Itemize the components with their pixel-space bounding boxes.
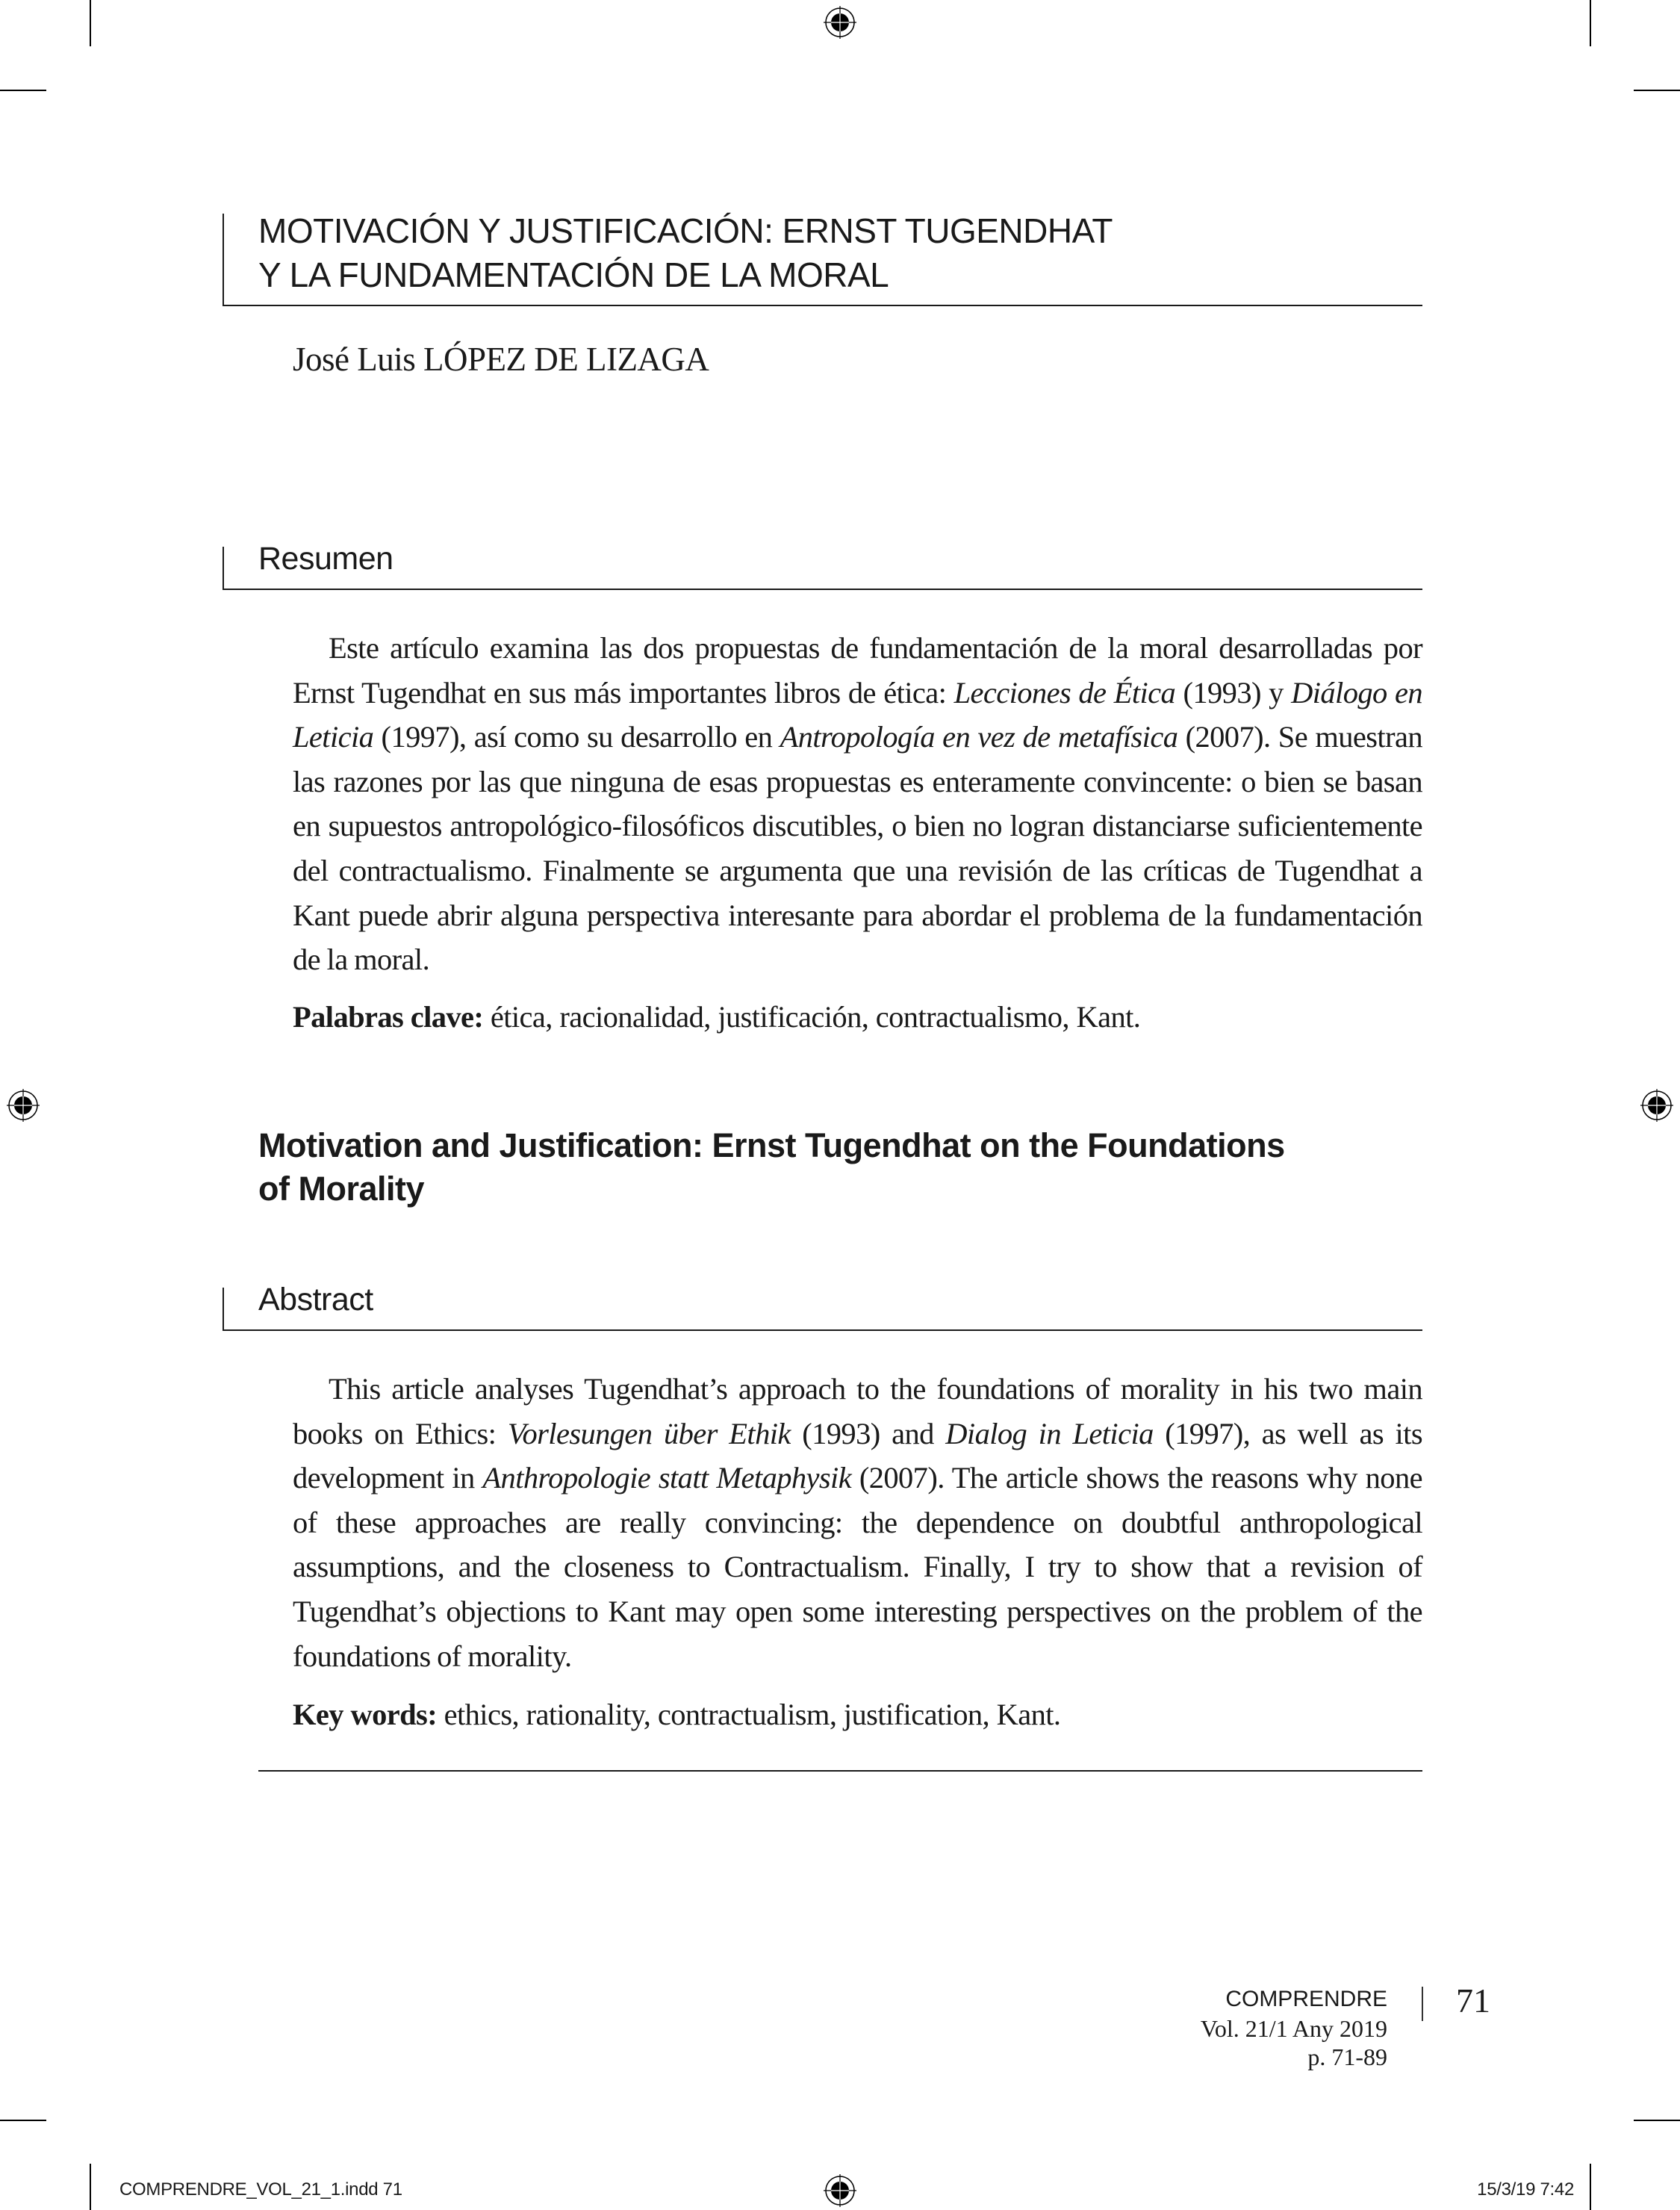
resumen-keywords bbox=[293, 999, 1140, 1034]
book-title-italic: Antropología en vez de metafísica bbox=[780, 720, 1178, 754]
article-title bbox=[258, 209, 1113, 297]
title-rule bbox=[223, 305, 1422, 306]
text-run: (2007). Se muestran las razones por las que ninguna de esas propuestas es enteramente convincente: o bien se basan en supuestos antropológico-filosóficos discutibles, o bien no logran distanciarse suficientemente del contractualismo. Finalmente se argumenta que una revisión de las críticas de Tugendhat a Kant puede abrir alguna perspectiva interesante para abordar el problema de la fundamentación de la moral. bbox=[293, 720, 1422, 977]
journal-name: COMPRENDRE bbox=[1225, 1987, 1387, 2011]
book-title-italic: Vorlesungen über Ethik bbox=[507, 1416, 791, 1450]
crop-mark-bottom-right-horizontal bbox=[1634, 2120, 1680, 2121]
crop-mark-bottom-right-vertical bbox=[1590, 2164, 1591, 2210]
crop-mark-bottom-left-horizontal bbox=[0, 2120, 46, 2121]
abstract-body bbox=[293, 1367, 1422, 1678]
text-run: (2007). The article shows the reasons why none of these approaches are really convincing: the dependence on doubtful anthropological assumptions, and the closeness to Contractualism. Finally, I try to show that a revision of Tugendhat’s objections to Kant may open some interesting perspectives on the problem of the foundations of morality. bbox=[293, 1461, 1422, 1673]
slug-datetime: 15/3/19 7:42 bbox=[1477, 2179, 1574, 2200]
registration-target-icon bbox=[824, 2174, 856, 2207]
article-title-line-2: Y LA FUNDAMENTACIÓN DE LA MORAL bbox=[258, 255, 889, 294]
footer-divider bbox=[1422, 1987, 1423, 2021]
abstract-heading: Abstract bbox=[258, 1282, 373, 1317]
resumen-keywords-label: Palabras clave: bbox=[293, 1000, 484, 1034]
crop-mark-bottom-left-vertical bbox=[90, 2164, 91, 2210]
text-run: This article analyses Tugendhat’s approach to the foundations of morality in his two main books on Ethics: bbox=[293, 1372, 1422, 1450]
resumen-side-bar bbox=[223, 547, 224, 590]
abstract-keywords bbox=[293, 1697, 1060, 1732]
english-title bbox=[258, 1124, 1285, 1211]
book-title-italic: Anthropologie statt Metaphysik bbox=[482, 1461, 852, 1495]
article-title-line-1: MOTIVACIÓN Y JUSTIFICACIÓN: ERNST TUGENDHAT bbox=[258, 211, 1113, 250]
text-run: (1997), as well as its development in bbox=[293, 1416, 1422, 1495]
english-title-line-1: Motivation and Justification: Ernst Tugendhat on the Foundations bbox=[258, 1126, 1285, 1164]
registration-target-icon bbox=[7, 1089, 40, 1122]
abstract-rule bbox=[223, 1329, 1422, 1331]
crop-mark-top-left-horizontal bbox=[0, 90, 46, 91]
registration-target-icon bbox=[824, 6, 856, 39]
resumen-body bbox=[293, 626, 1422, 982]
resumen-rule bbox=[223, 589, 1422, 590]
book-title-italic: Dialog in Leticia bbox=[945, 1416, 1154, 1450]
resumen-heading: Resumen bbox=[258, 541, 393, 577]
abstract-keywords-list: ethics, rationality, contractualism, justification, Kant. bbox=[437, 1698, 1061, 1731]
abstract-side-bar bbox=[223, 1288, 224, 1331]
article-pages: p. 71-89 bbox=[1307, 2043, 1387, 2070]
book-title-italic: Lecciones de Ética bbox=[953, 675, 1176, 710]
english-title-line-2: of Morality bbox=[258, 1170, 425, 1208]
slug-file-name: COMPRENDRE_VOL_21_1.indd 71 bbox=[119, 2179, 402, 2200]
abstract-keywords-label: Key words: bbox=[293, 1698, 438, 1731]
text-run: (1993) and bbox=[790, 1416, 946, 1450]
end-of-abstract-rule bbox=[258, 1770, 1422, 1772]
registration-target-icon bbox=[1640, 1089, 1673, 1122]
author-name: José Luis LÓPEZ DE LIZAGA bbox=[293, 341, 709, 378]
text-run: Este artículo examina las dos propuestas de fundamentación de la moral desarrolladas por Ernst Tugendhat en sus más importantes libros de ética: bbox=[293, 631, 1422, 710]
book-title-italic: Diálogo en Leticia bbox=[293, 675, 1422, 754]
title-side-bar bbox=[223, 214, 224, 306]
text-run: (1997), así como su desarrollo en bbox=[373, 720, 780, 754]
resumen-keywords-list: ética, racionalidad, justificación, contractualismo, Kant. bbox=[483, 1000, 1141, 1034]
text-run: (1993) y bbox=[1175, 675, 1292, 710]
crop-mark-top-left-vertical bbox=[90, 0, 91, 46]
page-number: 71 bbox=[1456, 1981, 1490, 2020]
crop-mark-top-right-vertical bbox=[1590, 0, 1591, 46]
journal-volume: Vol. 21/1 Any 2019 bbox=[1200, 2015, 1387, 2042]
crop-mark-top-right-horizontal bbox=[1634, 90, 1680, 91]
